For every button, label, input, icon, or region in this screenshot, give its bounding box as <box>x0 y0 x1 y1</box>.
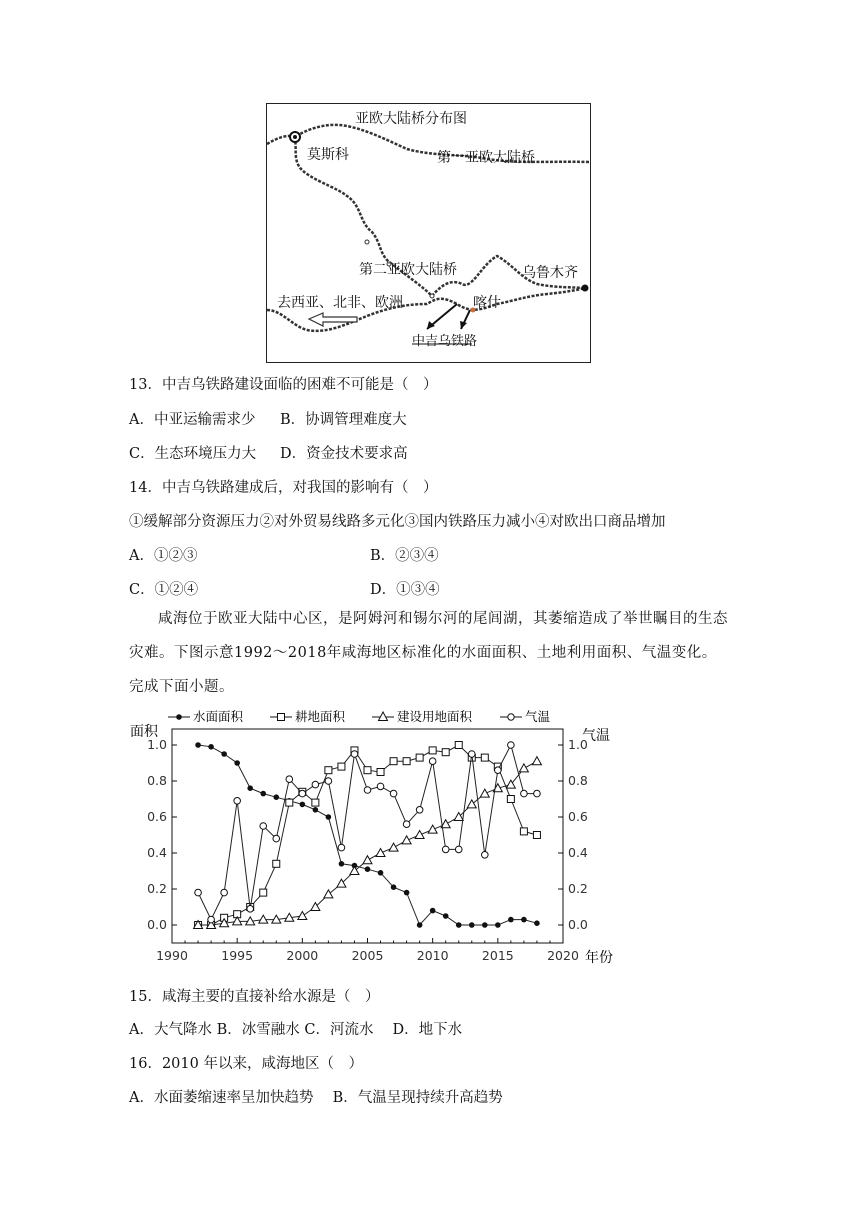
data-point <box>324 890 333 898</box>
data-point <box>312 781 319 788</box>
y-tick-label-left: 0.6 <box>147 809 167 824</box>
map-label-west: 去西亚、北非、欧洲 <box>277 295 403 311</box>
data-point <box>519 764 528 772</box>
data-point <box>482 922 488 928</box>
map-label-second-bridge: 第二亚欧大陆桥 <box>359 262 457 278</box>
data-point <box>481 754 488 761</box>
data-point <box>364 787 371 794</box>
question-15-stem: 15．咸海主要的直接补给水源是（ ） <box>129 989 380 1005</box>
question-14-option-d: D．①③④ <box>370 582 440 598</box>
y-tick-label-left: 1.0 <box>147 737 167 752</box>
x-axis-label: 年份 <box>585 950 613 966</box>
data-point <box>338 763 345 770</box>
data-point <box>195 742 201 748</box>
question-14-option-c: C．①②④ <box>129 582 199 598</box>
data-point <box>260 823 267 830</box>
data-point <box>298 912 307 920</box>
x-tick-label: 2020 <box>547 948 579 963</box>
y-axis-label-right: 气温 <box>582 728 610 744</box>
data-point <box>326 814 332 820</box>
data-point <box>364 767 371 774</box>
data-point <box>455 742 462 749</box>
data-point <box>391 884 397 890</box>
map-label-first-bridge: 第一亚欧大陆桥 <box>437 150 535 166</box>
data-point <box>350 867 359 875</box>
data-point <box>428 825 437 833</box>
data-point <box>365 866 371 872</box>
data-point <box>482 852 489 859</box>
y-tick-label-right: 0.0 <box>568 917 588 932</box>
data-point <box>378 870 384 876</box>
data-point <box>208 744 214 750</box>
y-tick-label-right: 0.6 <box>568 809 588 824</box>
question-14-statements: ①缓解部分资源压力②对外贸易线路多元化③国内铁路压力减小④对欧出口商品增加 <box>129 514 666 530</box>
y-tick-label-left: 0.4 <box>147 845 167 860</box>
passage-text: 咸海位于欧亚大陆中心区，是阿姆河和锡尔河的尾闾湖，其萎缩造成了举世瞩目的生态灾难。下图示意1992～2018年咸海地区标准化的水面面积、土地利用面积、气温变化。完成下面小题。 <box>129 611 728 695</box>
data-point <box>234 760 240 766</box>
data-point <box>534 920 540 926</box>
data-point <box>442 749 449 756</box>
y-tick-label-left: 0.8 <box>147 773 167 788</box>
y-tick-label-left: 0.0 <box>147 917 167 932</box>
data-point <box>390 790 397 797</box>
data-point <box>247 785 253 791</box>
data-point <box>390 758 397 765</box>
data-point <box>430 908 436 914</box>
y-tick-label-left: 0.2 <box>147 881 167 896</box>
data-point <box>415 831 424 839</box>
data-point <box>443 913 449 919</box>
data-point <box>416 754 423 761</box>
question-13-stem: 13．中吉乌铁路建设面临的困难不可能是（ ） <box>129 377 438 393</box>
data-point <box>495 922 501 928</box>
data-point <box>429 747 436 754</box>
data-point <box>429 758 436 765</box>
data-point <box>299 790 306 797</box>
data-point <box>416 807 423 814</box>
x-tick-label: 2000 <box>286 948 319 963</box>
data-point <box>508 917 514 923</box>
data-point <box>312 799 319 806</box>
legend-built-area: 建设用地面积 <box>397 709 473 724</box>
data-point <box>260 889 267 896</box>
data-point <box>455 846 462 853</box>
data-point <box>521 790 528 797</box>
data-point <box>259 915 268 923</box>
data-point <box>389 843 398 851</box>
legend-water-area: 水面面积 <box>193 709 244 724</box>
question-13-option-b: B．协调管理难度大 <box>280 412 407 428</box>
data-point <box>221 889 228 896</box>
x-tick-label: 1995 <box>221 948 254 963</box>
map-label-moscow: 莫斯科 <box>307 147 349 163</box>
plot-frame <box>172 729 563 943</box>
data-point <box>195 889 202 896</box>
data-point <box>351 751 358 758</box>
x-tick-label: 2015 <box>481 948 514 963</box>
data-point <box>467 800 476 808</box>
data-point <box>533 832 540 839</box>
plot-layer <box>147 737 588 963</box>
data-point <box>403 758 410 765</box>
data-point <box>300 802 306 808</box>
data-point <box>338 844 345 851</box>
data-point <box>286 776 293 783</box>
data-point <box>508 742 515 749</box>
question-14-option-a: A．①②③ <box>129 548 198 564</box>
data-point <box>520 828 527 835</box>
data-point <box>403 821 410 828</box>
westward-arrow <box>309 313 357 326</box>
question-14-stem: 14．中吉乌铁路建成后，对我国的影响有（ ） <box>129 480 438 496</box>
y-tick-label-right: 1.0 <box>568 737 588 752</box>
y-tick-label-right: 0.4 <box>568 845 588 860</box>
eurasia-bridge-map <box>266 103 591 363</box>
question-16-stem: 16．2010 年以来，咸海地区（ ） <box>129 1056 363 1072</box>
map-drawing <box>267 104 589 361</box>
data-point <box>468 751 475 758</box>
legend-cropland-area: 耕地面积 <box>295 709 346 724</box>
map-title: 亚欧大陆桥分布图 <box>355 111 467 127</box>
map-label-kashgar: 喀什 <box>473 295 501 311</box>
y-tick-label-right: 0.2 <box>568 881 588 896</box>
data-point <box>234 798 241 805</box>
data-point <box>507 796 514 803</box>
data-point <box>325 767 332 774</box>
x-tick-label: 1990 <box>156 948 188 963</box>
data-point <box>402 836 411 844</box>
urumqi-marker <box>582 285 589 292</box>
data-point <box>404 890 410 896</box>
question-16-options: A．水面萎缩速率呈加快趋势 B．气温呈现持续升高趋势 <box>129 1090 503 1106</box>
question-13-option-a: A．中亚运输需求少 <box>129 412 256 428</box>
data-point <box>532 757 541 765</box>
data-point <box>313 807 319 813</box>
aral-sea-chart <box>120 705 620 970</box>
data-point <box>273 794 279 800</box>
y-axis-label-left: 面积 <box>130 724 158 740</box>
map-label-railway: 中吉乌铁路 <box>412 334 478 349</box>
data-point <box>417 922 423 928</box>
data-point <box>247 906 254 913</box>
y-tick-label-right: 0.8 <box>568 773 588 788</box>
question-15-options: A．大气降水 B．冰雪融水 C．河流水 D．地下水 <box>129 1022 463 1038</box>
map-label-urumqi: 乌鲁木齐 <box>522 265 578 281</box>
data-point <box>469 922 475 928</box>
data-point <box>521 917 527 923</box>
data-point <box>377 769 384 776</box>
data-point <box>495 767 502 774</box>
data-point <box>534 790 541 797</box>
legend-temperature: 气温 <box>525 709 551 724</box>
data-point <box>377 783 384 790</box>
data-point <box>363 856 372 864</box>
data-point <box>286 799 293 806</box>
data-point <box>273 835 280 842</box>
data-point <box>260 791 266 797</box>
chart-legend <box>168 709 551 724</box>
x-tick-label: 2005 <box>351 948 384 963</box>
data-point <box>442 846 449 853</box>
data-point <box>456 922 462 928</box>
data-point <box>273 860 280 867</box>
data-point <box>221 751 227 757</box>
data-point <box>208 916 215 923</box>
question-14-option-b: B．②③④ <box>370 548 439 564</box>
data-point <box>376 849 385 857</box>
question-13-option-d: D．资金技术要求高 <box>280 446 408 462</box>
x-tick-label: 2010 <box>416 948 449 963</box>
data-point <box>339 861 345 867</box>
question-13-option-c: C．生态环境压力大 <box>129 446 257 462</box>
data-point <box>480 789 489 797</box>
data-point <box>325 778 332 785</box>
